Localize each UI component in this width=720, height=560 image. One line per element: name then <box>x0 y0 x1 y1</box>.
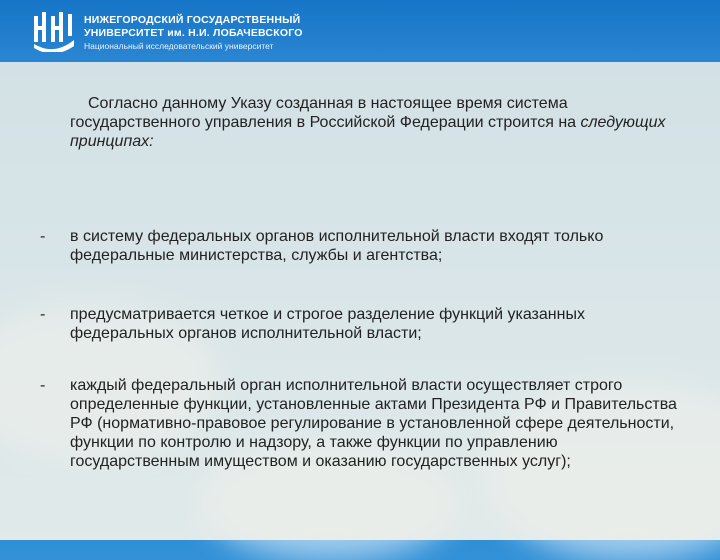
list-item-text: в систему федеральных органов исполнительной власти входят только федеральные министерства, службы и агентства; <box>70 228 604 264</box>
bullet-dash: - <box>40 306 46 323</box>
intro-text: Согласно данному Указу созданная в настоящее время система государственного управления в Российской Федерации строится на <box>70 95 581 131</box>
intro-italic: следующих принципах: <box>70 114 666 150</box>
university-name-line1: НИЖЕГОРОДСКИЙ ГОСУДАРСТВЕННЫЙ <box>84 14 301 26</box>
university-name-line2: УНИВЕРСИТЕТ им. Н.И. ЛОБАЧЕВСКОГО <box>84 27 303 39</box>
university-subtitle: Национальный исследовательский университет <box>84 41 274 51</box>
list-item-text: предусматривается четкое и строгое разделение функций указанных федеральных органов исполнительной власти; <box>70 306 585 342</box>
header-bar <box>0 0 720 62</box>
bullet-dash: - <box>40 377 46 394</box>
intro-paragraph <box>70 94 690 151</box>
bullet-dash: - <box>40 228 46 245</box>
list-item-text: каждый федеральный орган исполнительной власти осуществляет строго определенные функции, установленные актами Президента РФ и Правительства РФ (нормативно-правовое регулирование в установленной сфере деятельности, функции по контролю и надзору, а также функции по управлению государственным имуществом и оказанию государственных услуг); <box>70 377 677 470</box>
university-logo-icon <box>32 10 76 52</box>
